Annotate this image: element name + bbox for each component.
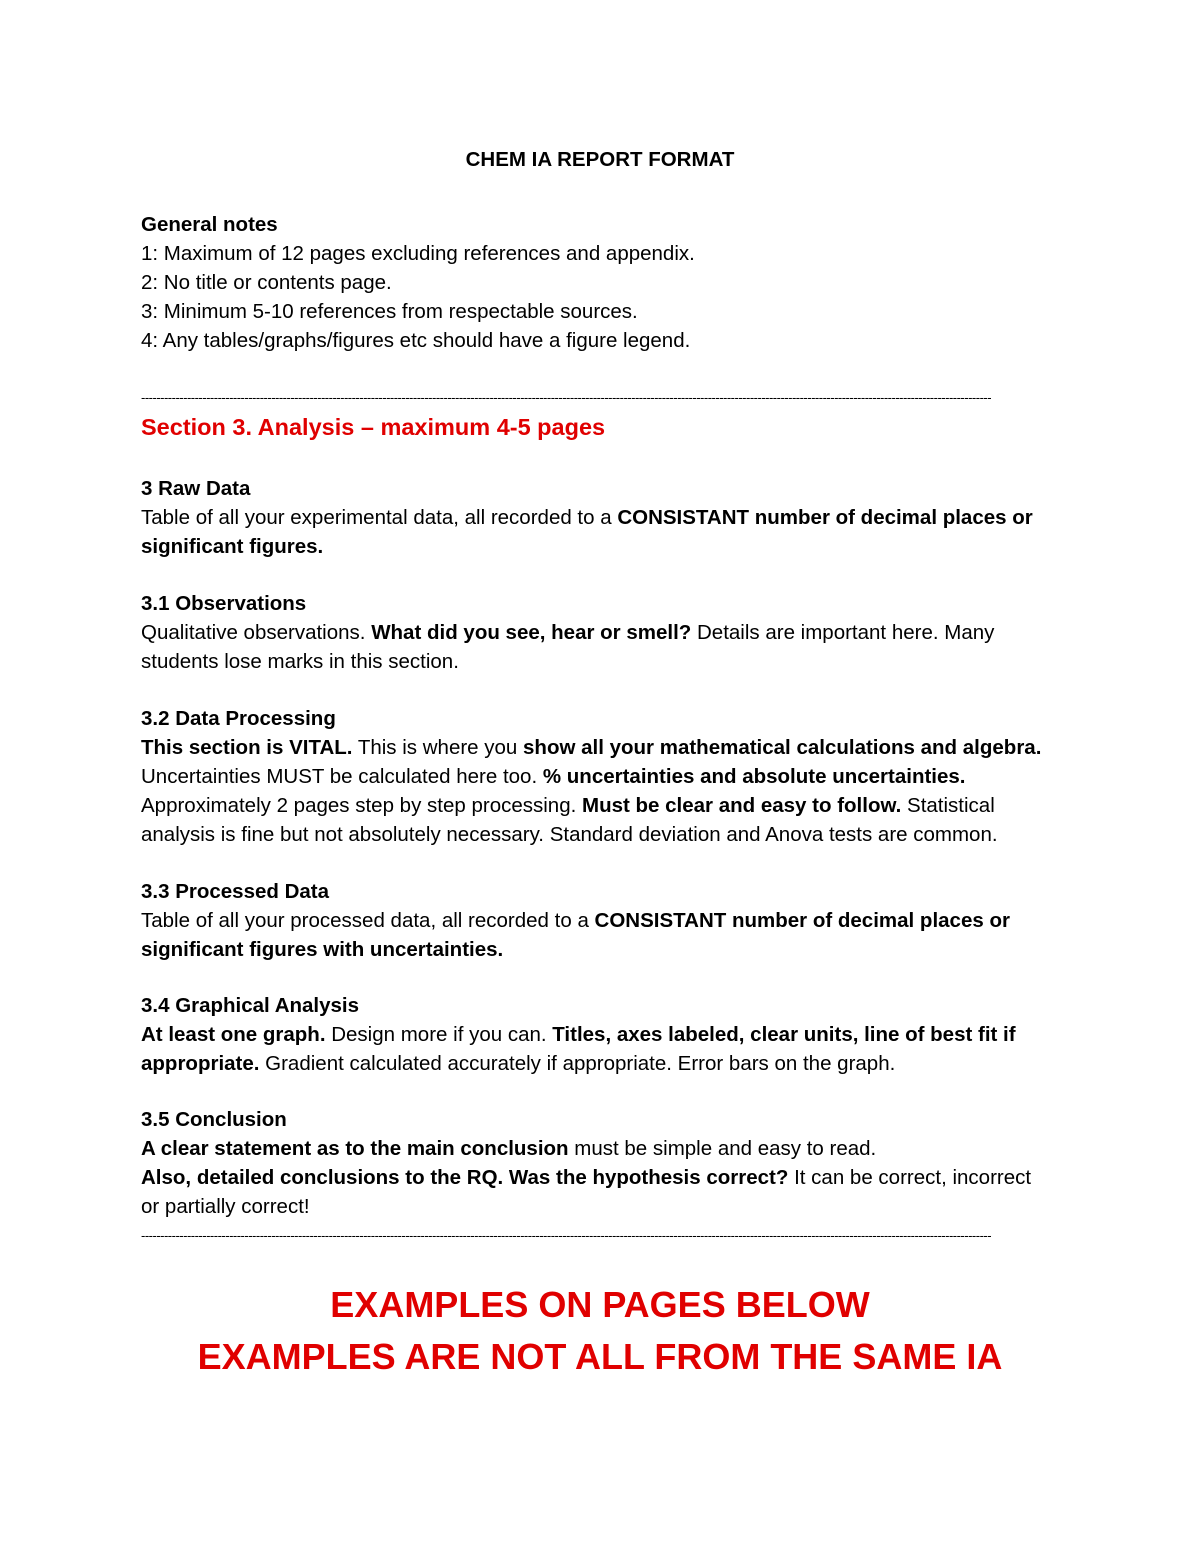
- observations-text: Qualitative observations.: [141, 621, 372, 644]
- processed-data-text: Table of all your processed data, all recorded to a: [141, 909, 595, 932]
- conclusion-line-1: [141, 1134, 876, 1163]
- data-processing-text: Uncertainties MUST be calculated here too.: [141, 765, 543, 788]
- data-processing-line-1: [141, 733, 1041, 762]
- examples-banner-line-1: EXAMPLES ON PAGES BELOW: [330, 1284, 870, 1325]
- dashed-divider-bottom: [141, 1226, 991, 1246]
- observations-text-tail: Details are important here. Many: [691, 621, 995, 644]
- data-processing-text-tail: Statistical: [901, 794, 995, 817]
- data-processing-emphasis-2: show all your mathematical calculations and algebra.: [523, 736, 1042, 759]
- conclusion-text: It can be correct, incorrect: [788, 1166, 1032, 1189]
- examples-banner-line-2: EXAMPLES ARE NOT ALL FROM THE SAME IA: [197, 1336, 1003, 1377]
- graphical-analysis-line-2: [141, 1049, 895, 1078]
- general-note-item: 4: Any tables/graphs/figures etc should have a figure legend.: [141, 329, 691, 352]
- data-processing-line-4: analysis is fine but not absolutely necessary. Standard deviation and Anova tests are common.: [141, 823, 998, 846]
- graphical-analysis-text: Design more if you can.: [325, 1023, 553, 1046]
- processed-data-heading: 3.3 Processed Data: [141, 880, 330, 903]
- conclusion-text: must be simple and easy to read.: [568, 1137, 877, 1160]
- data-processing-emphasis: % uncertainties and absolute uncertainties.: [542, 765, 966, 788]
- graphical-analysis-emphasis-2: Titles, axes labeled, clear units, line of best fit if: [552, 1023, 1016, 1046]
- graphical-analysis-emphasis: appropriate.: [141, 1052, 260, 1075]
- processed-data-line-2: significant figures with uncertainties.: [141, 938, 504, 961]
- data-processing-line-3: [141, 791, 995, 820]
- data-processing-emphasis: This section is VITAL.: [141, 736, 353, 759]
- graphical-analysis-line-1: [141, 1020, 1016, 1049]
- graphical-analysis-emphasis: At least one graph.: [141, 1023, 326, 1046]
- general-notes-heading: General notes: [141, 213, 278, 236]
- general-note-item: 2: No title or contents page.: [141, 271, 392, 294]
- raw-data-line-2: significant figures.: [141, 535, 324, 558]
- general-note-item: 1: Maximum of 12 pages excluding references and appendix.: [141, 242, 695, 265]
- conclusion-line-2: [141, 1163, 1031, 1192]
- observations-line-1: [141, 618, 994, 647]
- observations-line-2: students lose marks in this section.: [141, 650, 459, 673]
- document-title: CHEM IA REPORT FORMAT: [465, 148, 735, 171]
- data-processing-text: This is where you: [352, 736, 524, 759]
- conclusion-heading: 3.5 Conclusion: [141, 1108, 287, 1131]
- observations-emphasis: What did you see, hear or smell?: [371, 621, 692, 644]
- raw-data-line-1: [141, 503, 1033, 532]
- raw-data-text: Table of all your experimental data, all recorded to a: [141, 506, 618, 529]
- graphical-analysis-heading: 3.4 Graphical Analysis: [141, 994, 360, 1017]
- graphical-analysis-text: Gradient calculated accurately if appropriate. Error bars on the graph.: [259, 1052, 896, 1075]
- conclusion-emphasis: A clear statement as to the main conclusion: [141, 1137, 569, 1160]
- data-processing-text: Approximately 2 pages step by step processing.: [141, 794, 582, 817]
- data-processing-heading: 3.2 Data Processing: [141, 707, 336, 730]
- section-title: Section 3. Analysis – maximum 4-5 pages: [141, 414, 606, 440]
- raw-data-emphasis: CONSISTANT number of decimal places or: [617, 506, 1033, 529]
- observations-heading: 3.1 Observations: [141, 592, 307, 615]
- data-processing-line-2: [141, 762, 966, 791]
- dashed-divider-top: [141, 388, 991, 408]
- general-note-item: 3: Minimum 5-10 references from respectable sources.: [141, 300, 638, 323]
- raw-data-heading: 3 Raw Data: [141, 477, 251, 500]
- data-processing-emphasis: Must be clear and easy to follow.: [582, 794, 902, 817]
- conclusion-emphasis: Also, detailed conclusions to the RQ. Was the hypothesis correct?: [141, 1166, 789, 1189]
- processed-data-emphasis: CONSISTANT number of decimal places or: [594, 909, 1010, 932]
- conclusion-line-3: or partially correct!: [141, 1195, 310, 1218]
- processed-data-line-1: [141, 906, 1010, 935]
